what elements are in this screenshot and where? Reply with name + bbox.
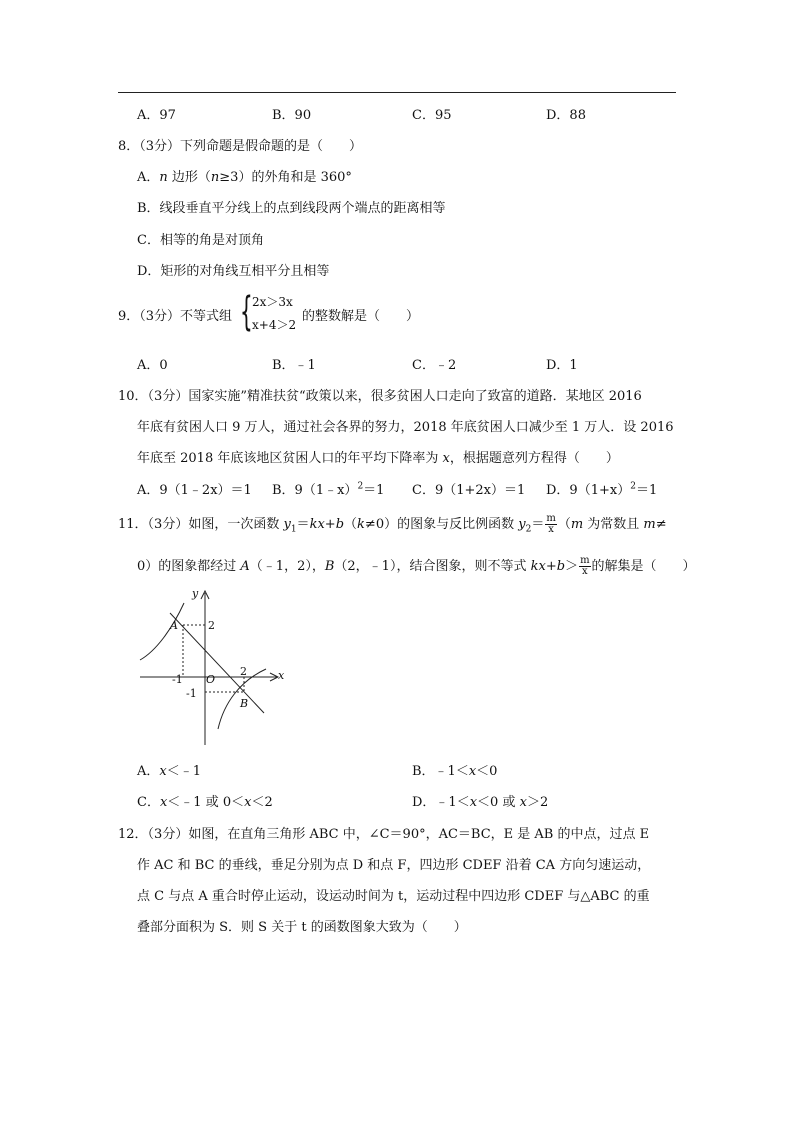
q11-option-d: D．﹣1＜x＜0 或 x＞2 xyxy=(412,795,549,810)
linear-function-line xyxy=(170,613,264,713)
q8-stem: 8．（3分）下列命题是假命题的是（ ） xyxy=(118,139,363,154)
q11-option-a: A．x＜﹣1 xyxy=(137,764,202,779)
fraction-m-over-x-2: $\frac{m}{x}$ xyxy=(580,555,590,577)
q12-line-2: 作 AC 和 BC 的垂线，垂足分别为点 D 和点 F，四边形 CDEF 沿着 CA 方向匀速运动， xyxy=(137,858,651,873)
tick-label-x-neg1: -1 xyxy=(172,673,183,686)
q11-option-c: C．x＜﹣1 或 0＜x＜2 xyxy=(137,795,273,810)
q9-stem-pre: 9．（3分）不等式组 xyxy=(118,309,233,324)
q8-option-a: A．n 边形（n≥3）的外角和是 360° xyxy=(137,170,352,185)
tick-label-x-2: 2 xyxy=(240,665,247,678)
tick-label-y-neg1: -1 xyxy=(186,687,197,700)
q9-stem-post: 的整数解是（ ） xyxy=(302,309,420,324)
q7-option-d: D．88 xyxy=(546,108,586,123)
header-rule xyxy=(118,92,676,93)
q10-line-3: 年底至 2018 年底该地区贫困人口的年平均下降率为 x，根据题意列方程得（ ） xyxy=(137,451,619,466)
q11-option-b: B．﹣1＜x＜0 xyxy=(412,764,498,779)
point-a-label: A xyxy=(170,619,178,632)
q7-option-c: C．95 xyxy=(412,108,452,123)
q12-line-1: 12．（3分）如图，在直角三角形 ABC 中，∠C＝90°，AC＝BC，E 是 AB 的中点，过点 E xyxy=(118,827,650,842)
tick-label-y-2: 2 xyxy=(208,619,215,632)
q7-option-b: B．90 xyxy=(272,108,312,123)
q7-option-a: A．97 xyxy=(137,108,176,123)
q10-option-d: D．$9(1+x)^2=1$ xyxy=(546,481,658,498)
q9-inequality-2: x+4＞2 xyxy=(252,318,297,332)
q9-option-c: C．﹣2 xyxy=(412,358,457,373)
q11-function-graph xyxy=(136,585,288,747)
q10-option-a: A．9（1﹣2x）＝1 xyxy=(137,483,252,498)
q11-line-2: 0）的图象都经过 A（﹣1，2），B（2，﹣1），结合图象，则不等式 kx+b＞ $\frac{m}{x}$ 的解集是（ ） xyxy=(137,555,696,577)
q12-line-4: 叠部分面积为 S．则 S 关于 t 的函数图象大致为（ ） xyxy=(137,920,467,935)
q10-line-1: 10．（3分）国家实施”精准扶贫“政策以来，很多贫困人口走向了致富的道路．某地区 2016 xyxy=(118,389,642,404)
y-axis-label: y xyxy=(192,587,199,600)
q10-option-c: C．9（1+2x）＝1 xyxy=(412,483,526,498)
x-axis-label: x xyxy=(278,669,285,682)
q8-option-d: D．矩形的对角线互相平分且相等 xyxy=(137,264,330,279)
q10-line-2: 年底有贫困人口 9 万人，通过社会各界的努力，2018 年底贫困人口减少至 1 万人．设 2016 xyxy=(137,420,674,435)
q9-option-a: A．0 xyxy=(137,358,168,373)
q8-option-c: C．相等的角是对顶角 xyxy=(137,233,264,248)
q9-option-b: B．﹣1 xyxy=(272,358,316,373)
q11-line-1: 11．（3分）如图，一次函数 $y_1=kx+b(k\ne 0)$的图象与反比例函数 $y_2=$ $\frac{m}{x}$ （m 为常数且 m≠ xyxy=(118,513,667,535)
origin-label: O xyxy=(206,673,216,686)
point-b-label: B xyxy=(240,697,249,710)
q9-option-d: D．1 xyxy=(546,358,578,373)
system-brace: { xyxy=(240,289,253,335)
q10-option-b: B．9（1﹣x）$^2$＝1 xyxy=(272,481,385,498)
q12-line-3: 点 C 与点 A 重合时停止运动，设运动时间为 t，运动过程中四边形 CDEF 与△ABC 的重 xyxy=(137,889,650,904)
fraction-m-over-x: $\frac{m}{x}$ xyxy=(546,513,556,535)
q8-option-b: B．线段垂直平分线上的点到线段两个端点的距离相等 xyxy=(137,201,446,216)
q9-inequality-1: 2x＞3x xyxy=(252,295,293,309)
